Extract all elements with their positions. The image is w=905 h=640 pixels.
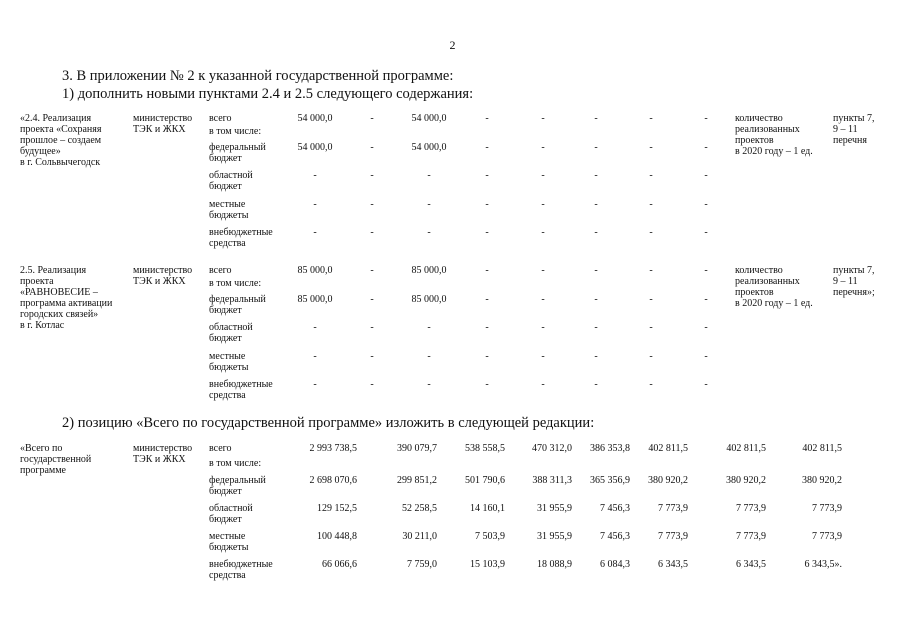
dash-cell: -	[427, 170, 431, 181]
dash-cell: -	[427, 227, 431, 238]
dash-cell: -	[313, 227, 317, 238]
dash-cell: -	[541, 199, 545, 210]
source-label: внебюджетные	[209, 559, 273, 570]
amount-cell: 2 698 070,6	[309, 475, 357, 486]
amount-cell: 7 759,0	[407, 559, 437, 570]
dash-cell: -	[541, 227, 545, 238]
item-name: «Всего по	[20, 443, 63, 454]
dash-cell: -	[704, 379, 708, 390]
dash-cell: -	[485, 294, 489, 305]
source-label: федеральный	[209, 475, 266, 486]
amount-cell: 380 920,2	[802, 475, 842, 486]
dash-cell: -	[485, 227, 489, 238]
amount-cell: 501 790,6	[465, 475, 505, 486]
dash-cell: -	[541, 379, 545, 390]
amount-cell: 402 811,5	[648, 443, 688, 454]
dash-cell: -	[649, 294, 653, 305]
dash-cell: -	[370, 113, 374, 124]
amount-cell: 7 773,9	[812, 531, 842, 542]
dash-cell: -	[427, 351, 431, 362]
dash-cell: -	[649, 227, 653, 238]
dash-cell: -	[541, 142, 545, 153]
dash-cell: -	[541, 322, 545, 333]
item-name: в г. Сольвычегодск	[20, 157, 101, 168]
source-label: средства	[209, 238, 246, 249]
dash-cell: -	[313, 379, 317, 390]
dash-cell: -	[370, 170, 374, 181]
result-indicator: реализованных	[735, 276, 800, 287]
result-indicator: в 2020 году – 1 ед.	[735, 298, 813, 309]
dash-cell: -	[649, 170, 653, 181]
heading-subitem-2: 2) позицию «Всего по государственной программе» изложить в следующей редакции:	[62, 415, 595, 431]
amount-cell: 31 955,9	[537, 503, 572, 514]
dash-cell: -	[649, 322, 653, 333]
dash-cell: -	[313, 322, 317, 333]
dash-cell: -	[704, 227, 708, 238]
source-label: всего	[209, 265, 232, 276]
source-label: в том числе:	[209, 278, 262, 289]
source-label: местные	[209, 531, 246, 542]
amount-cell: 100 448,8	[317, 531, 357, 542]
dash-cell: -	[594, 142, 598, 153]
dash-cell: -	[485, 142, 489, 153]
amount-cell: 402 811,5	[726, 443, 766, 454]
dash-cell: -	[594, 227, 598, 238]
source-label: местные	[209, 351, 246, 362]
amount-cell: 7 773,9	[658, 531, 688, 542]
dash-cell: -	[594, 322, 598, 333]
amount-cell: 54 000,0	[411, 142, 447, 153]
list-reference: перечня	[833, 135, 867, 146]
dash-cell: -	[370, 142, 374, 153]
dash-cell: -	[427, 379, 431, 390]
dash-cell: -	[649, 379, 653, 390]
amount-cell: 129 152,5	[317, 503, 357, 514]
item-name: городских связей»	[20, 309, 99, 320]
dash-cell: -	[485, 351, 489, 362]
dash-cell: -	[313, 351, 317, 362]
dash-cell: -	[485, 170, 489, 181]
source-label: местные	[209, 199, 246, 210]
dash-cell: -	[594, 265, 598, 276]
amount-cell: 538 558,5	[465, 443, 505, 454]
item-name: 2.5. Реализация	[20, 265, 87, 276]
result-indicator: количество	[735, 265, 783, 276]
amount-cell: 386 353,8	[590, 443, 630, 454]
amount-cell: 7 456,3	[600, 503, 630, 514]
item-name: проекта	[20, 276, 54, 287]
dash-cell: -	[704, 265, 708, 276]
dash-cell: -	[594, 199, 598, 210]
result-indicator: проектов	[735, 135, 774, 146]
dash-cell: -	[649, 142, 653, 153]
dash-cell: -	[594, 113, 598, 124]
amount-cell: 85 000,0	[297, 265, 333, 276]
item-name: государственной	[20, 454, 92, 465]
list-reference: пункты 7,	[833, 113, 875, 124]
amount-cell: 388 311,3	[532, 475, 572, 486]
source-label: средства	[209, 570, 246, 581]
amount-cell: 7 773,9	[812, 503, 842, 514]
item-name: «2.4. Реализация	[20, 113, 92, 124]
dash-cell: -	[370, 379, 374, 390]
amount-cell: 6 343,5	[658, 559, 688, 570]
list-reference: перечня»;	[833, 287, 875, 298]
amount-cell: 66 066,6	[322, 559, 357, 570]
amount-cell: 6 343,5	[736, 559, 766, 570]
dash-cell: -	[649, 113, 653, 124]
amount-cell: 85 000,0	[297, 294, 333, 305]
source-label: бюджет	[209, 305, 242, 316]
dash-cell: -	[704, 351, 708, 362]
amount-cell: 30 211,0	[402, 531, 437, 542]
executor: ТЭК и ЖКХ	[133, 454, 186, 465]
source-label: федеральный	[209, 294, 266, 305]
amount-cell: 7 503,9	[475, 531, 505, 542]
dash-cell: -	[541, 351, 545, 362]
amount-cell: 402 811,5	[802, 443, 842, 454]
result-indicator: количество	[735, 113, 783, 124]
dash-cell: -	[485, 199, 489, 210]
dash-cell: -	[704, 294, 708, 305]
amount-cell: 54 000,0	[411, 113, 447, 124]
dash-cell: -	[485, 379, 489, 390]
page-number: 2	[449, 38, 456, 52]
source-label: внебюджетные	[209, 379, 273, 390]
dash-cell: -	[370, 294, 374, 305]
dash-cell: -	[541, 113, 545, 124]
dash-cell: -	[594, 294, 598, 305]
executor: министерство	[133, 265, 193, 276]
amount-cell: 15 103,9	[470, 559, 505, 570]
dash-cell: -	[370, 351, 374, 362]
item-name: «РАВНОВЕСИЕ –	[20, 287, 98, 298]
source-label: областной	[209, 503, 253, 514]
source-label: всего	[209, 113, 232, 124]
amount-cell: 85 000,0	[411, 294, 447, 305]
dash-cell: -	[594, 351, 598, 362]
item-name: проекта «Сохраняя	[20, 124, 102, 135]
executor: министерство	[133, 443, 193, 454]
amount-cell: 54 000,0	[297, 113, 333, 124]
dash-cell: -	[649, 265, 653, 276]
dash-cell: -	[485, 265, 489, 276]
dash-cell: -	[427, 322, 431, 333]
source-label: в том числе:	[209, 126, 262, 137]
dash-cell: -	[541, 265, 545, 276]
dash-cell: -	[313, 199, 317, 210]
dash-cell: -	[594, 170, 598, 181]
dash-cell: -	[541, 294, 545, 305]
result-indicator: проектов	[735, 287, 774, 298]
item-name: программа активации	[20, 298, 113, 309]
source-label: бюджеты	[209, 210, 249, 221]
amount-cell: 6 343,5».	[804, 559, 842, 570]
dash-cell: -	[370, 322, 374, 333]
source-label: внебюджетные	[209, 227, 273, 238]
result-indicator: реализованных	[735, 124, 800, 135]
dash-cell: -	[704, 170, 708, 181]
list-reference: пункты 7,	[833, 265, 875, 276]
source-label: федеральный	[209, 142, 266, 153]
amount-cell: 2 993 738,5	[309, 443, 357, 454]
amount-cell: 7 773,9	[658, 503, 688, 514]
dash-cell: -	[427, 199, 431, 210]
source-label: всего	[209, 443, 232, 454]
dash-cell: -	[541, 170, 545, 181]
source-label: бюджет	[209, 333, 242, 344]
amount-cell: 31 955,9	[537, 531, 572, 542]
dash-cell: -	[704, 142, 708, 153]
amount-cell: 365 356,9	[590, 475, 630, 486]
dash-cell: -	[370, 227, 374, 238]
list-reference: 9 – 11	[833, 276, 858, 287]
item-name: программе	[20, 465, 66, 476]
source-label: бюджеты	[209, 542, 249, 553]
amount-cell: 6 084,3	[600, 559, 630, 570]
amount-cell: 7 773,9	[736, 503, 766, 514]
heading-item-3: 3. В приложении № 2 к указанной государственной программе:	[62, 68, 454, 84]
dash-cell: -	[649, 351, 653, 362]
heading-subitem-1: 1) дополнить новыми пунктами 2.4 и 2.5 следующего содержания:	[62, 86, 474, 102]
amount-cell: 54 000,0	[297, 142, 333, 153]
dash-cell: -	[704, 322, 708, 333]
amount-cell: 85 000,0	[411, 265, 447, 276]
dash-cell: -	[594, 379, 598, 390]
amount-cell: 18 088,9	[537, 559, 572, 570]
source-label: бюджет	[209, 153, 242, 164]
amount-cell: 52 258,5	[402, 503, 437, 514]
source-label: бюджет	[209, 181, 242, 192]
source-label: бюджет	[209, 486, 242, 497]
amount-cell: 7 773,9	[736, 531, 766, 542]
source-label: областной	[209, 322, 253, 333]
dash-cell: -	[649, 199, 653, 210]
dash-cell: -	[485, 322, 489, 333]
item-name: прошлое – создаем	[20, 135, 102, 146]
amount-cell: 380 920,2	[726, 475, 766, 486]
executor: министерство	[133, 113, 193, 124]
item-name: в г. Котлас	[20, 320, 65, 331]
source-label: в том числе:	[209, 458, 262, 469]
executor: ТЭК и ЖКХ	[133, 276, 186, 287]
item-name: будущее»	[20, 146, 61, 157]
list-reference: 9 – 11	[833, 124, 858, 135]
dash-cell: -	[704, 113, 708, 124]
amount-cell: 470 312,0	[532, 443, 572, 454]
executor: ТЭК и ЖКХ	[133, 124, 186, 135]
amount-cell: 299 851,2	[397, 475, 437, 486]
source-label: бюджет	[209, 514, 242, 525]
source-label: средства	[209, 390, 246, 401]
amount-cell: 380 920,2	[648, 475, 688, 486]
dash-cell: -	[370, 265, 374, 276]
amount-cell: 390 079,7	[397, 443, 437, 454]
source-label: областной	[209, 170, 253, 181]
dash-cell: -	[370, 199, 374, 210]
result-indicator: в 2020 году – 1 ед.	[735, 146, 813, 157]
dash-cell: -	[704, 199, 708, 210]
source-label: бюджеты	[209, 362, 249, 373]
amount-cell: 14 160,1	[470, 503, 505, 514]
amount-cell: 7 456,3	[600, 531, 630, 542]
dash-cell: -	[313, 170, 317, 181]
dash-cell: -	[485, 113, 489, 124]
